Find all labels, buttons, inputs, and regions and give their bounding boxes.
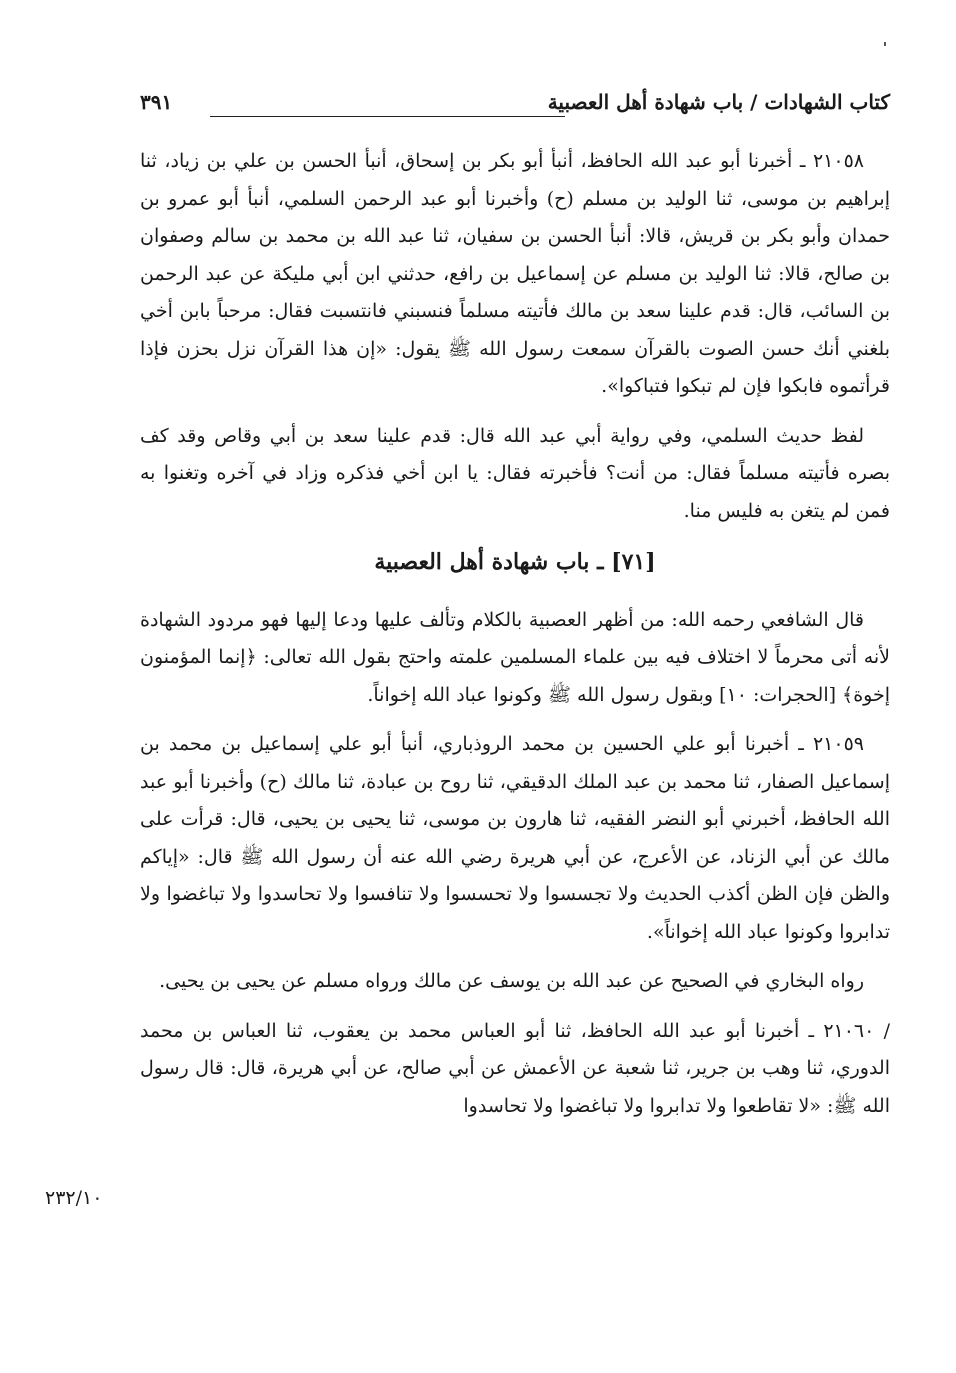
commentary-paragraph: لفظ حديث السلمي، وفي رواية أبي عبد الله قال: قدم علينا سعد بن أبي وقاص وقد كف بصره فأتيته مسلماً فقال: من أنت؟ فأخبرته فقال: يا ابن أخي فذكره وزاد في آخره وتغنوا به فمن لم يتغن به فليس منا. bbox=[140, 424, 890, 522]
page-number: ٣٩١ bbox=[140, 90, 173, 114]
running-title: كتاب الشهادات / باب شهادة أهل العصبية bbox=[547, 90, 890, 114]
page-header bbox=[140, 90, 890, 124]
page-body bbox=[140, 143, 890, 1137]
corner-mark bbox=[884, 42, 886, 46]
section-heading: [٧١] ـ باب شهادة أهل العصبية bbox=[374, 549, 656, 575]
header-rule bbox=[210, 116, 565, 117]
hadith-21058: ٢١٠٥٨ ـ أخبرنا أبو عبد الله الحافظ، أنبأ أبو بكر بن إسحاق، أنبأ الحسن بن علي بن زياد، ثنا إبراهيم بن موسى، ثنا الوليد بن مسلم (ح) وأخبرنا أبو عبد الرحمن السلمي، أنبأ أبو عمرو بن حمدان وأبو بكر بن قريش، قالا: أنبأ الحسن بن سفيان، ثنا عبد الله بن محمد بن سالم وصفوان بن صالح، قالا: ثنا الوليد بن مسلم عن إسماعيل بن رافع، حدثني ابن أبي مليكة عن عبد الرحمن بن السائب، قال: قدم علينا سعد بن مالك فأتيته مسلماً فنسبني فانتسبت فقال: مرحباً بابن أخي بلغني أنك حسن الصوت بالقرآن سمعت رسول الله ﷺ يقول: «إن هذا القرآن نزل بحزن فإذا قرأتموه فابكوا فإن لم تبكوا فتباكوا». bbox=[140, 150, 890, 397]
margin-volume-page-ref: ٢٣٢/١٠ bbox=[45, 1187, 103, 1209]
hadith-21059: ٢١٠٥٩ ـ أخبرنا أبو علي الحسين بن محمد الروذباري، أنبأ أبو علي إسماعيل بن محمد بن إسماعيل الصفار، ثنا محمد بن عبد الملك الدقيقي، ثنا روح بن عبادة، ثنا مالك (ح) وأخبرنا أبو عبد الله الحافظ، أخبرني أبو النضر الفقيه، ثنا هارون بن موسى، ثنا يحيى بن يحيى، قال: قرأت على مالك عن أبي الزناد، عن الأعرج، عن أبي هريرة رضي الله عنه أن رسول الله ﷺ قال: «إياكم والظن فإن الظن أكذب الحديث ولا تجسسوا ولا تحسسوا ولا تنافسوا ولا تحاسدوا ولا تباغضوا ولا تدابروا وكونوا عباد الله إخواناً». bbox=[140, 733, 890, 943]
shafii-statement: قال الشافعي رحمه الله: من أظهر العصبية بالكلام وتألف عليها ودعا إليها فهو مردود الشهادة لأنه أتى محرماً لا اختلاف فيه بين علماء المسلمين علمته واحتج بقول الله تعالى: ﴿إنما المؤمنون إخوة﴾ [الحجرات: ١٠] وبقول رسول الله ﷺ وكونوا عباد الله إخواناً. bbox=[140, 608, 890, 706]
takhrij-paragraph: رواه البخاري في الصحيح عن عبد الله بن يوسف عن مالك ورواه مسلم عن يحيى بن يحيى. bbox=[159, 970, 864, 992]
hadith-21060: / ٢١٠٦٠ ـ أخبرنا أبو عبد الله الحافظ، ثنا أبو العباس محمد بن يعقوب، ثنا العباس بن محمد الدوري، ثنا وهب بن جرير، ثنا شعبة عن الأعمش عن أبي صالح، عن أبي هريرة، قال: قال رسول الله ﷺ: «لا تقاطعوا ولا تدابروا ولا تباغضوا ولا تحاسدوا bbox=[140, 1019, 890, 1117]
